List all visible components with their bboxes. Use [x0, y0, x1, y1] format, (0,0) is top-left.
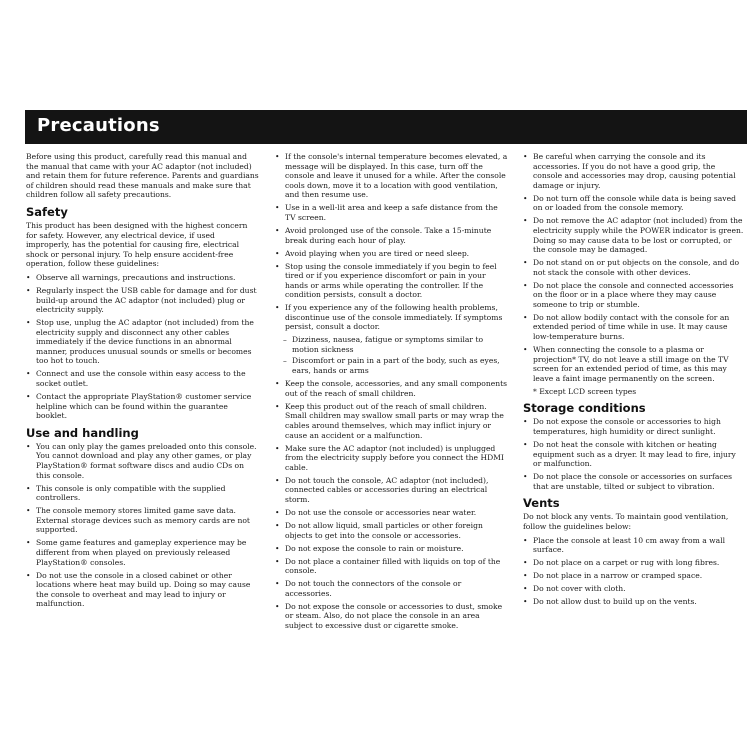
- bullet-icon: •: [523, 152, 528, 161]
- list-item-text: Do not allow bodily contact with the console for an extended period of time while in use. It may cause low-temperature burns.: [533, 312, 730, 342]
- bullet-icon: •: [523, 258, 528, 268]
- vents-heading: Vents: [523, 496, 560, 511]
- list-item-text: Do not place in a narrow or cramped space.: [533, 571, 703, 581]
- list-item: [275, 379, 508, 398]
- list-item: [523, 571, 745, 581]
- list-item-text: Dizziness, nausea, fatigue or symptoms similar to motion sickness: [292, 335, 484, 355]
- bullet-icon: •: [275, 401, 280, 411]
- list-item-text: Avoid playing when you are tired or need sleep.: [285, 248, 470, 258]
- list-item: [523, 472, 745, 491]
- list-item: [283, 356, 508, 375]
- bullet-icon: •: [275, 556, 280, 566]
- list-item: [26, 484, 259, 503]
- bullet-icon: •: [275, 225, 280, 235]
- bullet-icon: •: [523, 571, 528, 581]
- list-item: [26, 506, 259, 535]
- list-item: [26, 538, 259, 567]
- list-item: [523, 584, 745, 594]
- vents-paragraph: Do not block any vents. To maintain good ventilation, follow the guidelines below:: [523, 512, 729, 531]
- column-3: [523, 152, 745, 610]
- list-item-text: Do not expose the console or accessories to dust, smoke or steam. Also, do not place the console in an area subject to excessive dust or cigarette smoke.: [285, 601, 503, 630]
- list-item: [275, 402, 508, 440]
- list-item: [275, 262, 508, 300]
- list-item-text: Use in a well-lit area and keep a safe distance from the TV screen.: [285, 203, 498, 222]
- list-item: [523, 258, 745, 277]
- bullet-icon: •: [26, 369, 31, 379]
- list-item: [275, 444, 508, 473]
- list-item: [523, 558, 745, 568]
- list-item: [283, 335, 508, 354]
- bullet-icon: •: [26, 392, 31, 402]
- list-item-text: When connecting the console to a plasma or projection* TV, do not leave a still image on the TV screen for an extended period of time, as this may leave a faint image permanently on the screen.: [533, 345, 729, 383]
- safety-list: [26, 273, 259, 421]
- bullet-icon: •: [275, 520, 280, 530]
- bullet-icon: •: [26, 318, 31, 328]
- bullet-icon: •: [523, 558, 528, 568]
- bullet-icon: •: [275, 579, 280, 589]
- dash-icon: –: [283, 335, 287, 345]
- bullet-icon: •: [26, 272, 31, 282]
- list-item-text: Stop use, unplug the AC adaptor (not included) from the electricity supply and disconnect any other cables immediately if the device functions in an abnormal manner, produces unusual sounds or smells or becomes too hot to touch.: [36, 318, 254, 366]
- list-item: [523, 345, 745, 383]
- list-item-text: Do not remove the AC adaptor (not included) from the electricity supply while the POWER indicator is green. Doing so may cause data to be lost or corrupted, or the console may be damaged.: [533, 216, 744, 255]
- list-item: [275, 476, 508, 505]
- list-item: [523, 281, 745, 310]
- list-item: [523, 536, 745, 555]
- list-item: [275, 579, 508, 598]
- list-item: [523, 194, 745, 213]
- list-item: [275, 521, 508, 540]
- bullet-icon: •: [523, 439, 528, 449]
- handling-list-more: [275, 379, 508, 630]
- list-item-text: Do not place on a carpet or rug with long fibres.: [533, 558, 720, 568]
- bullet-icon: •: [523, 535, 528, 545]
- bullet-icon: •: [523, 312, 528, 322]
- handling-list-continued: [275, 152, 508, 332]
- bullet-icon: •: [523, 472, 528, 482]
- storage-list: [523, 417, 745, 491]
- list-item: [26, 392, 259, 421]
- safety-paragraph: This product has been designed with the highest concern for safety. However, any electrical device, if used improperly, has the potential for causing fire, electrical shock or personal injury. To help ensure accident-free operation, follow these guidelines:: [26, 220, 248, 269]
- bullet-icon: •: [26, 441, 31, 451]
- bullet-icon: •: [523, 193, 528, 203]
- list-item: [275, 249, 508, 259]
- handling-heading: Use and handling: [26, 425, 139, 440]
- list-item: [523, 597, 745, 607]
- list-item-text: Do not cover with cloth.: [533, 584, 626, 594]
- list-item-text: Do not use the console in a closed cabinet or other locations where heat may build up. Doing so may cause the console to overheat and may lead to injury or malfunction.: [36, 570, 251, 609]
- list-item: [275, 508, 508, 518]
- list-item: [275, 544, 508, 554]
- list-item-text: Contact the appropriate PlayStation® customer service helpline which can be found within the guarantee booklet.: [36, 392, 252, 421]
- bullet-icon: •: [523, 584, 528, 594]
- column-1: [26, 152, 259, 612]
- bullet-icon: •: [523, 280, 528, 290]
- list-item-text: If the console's internal temperature becomes elevated, a message will be displayed. In this case, turn off the console and leave it unused for a while. After the console cools down, move it to a location with good ventilation, and then resume use.: [285, 152, 508, 200]
- safety-heading: Safety: [26, 204, 68, 219]
- bullet-icon: •: [275, 443, 280, 453]
- bullet-icon: •: [275, 601, 280, 611]
- symptom-list: [283, 335, 508, 375]
- bullet-icon: •: [26, 285, 31, 295]
- bullet-icon: •: [275, 261, 280, 271]
- list-item-text: Do not heat the console with kitchen or heating equipment such as a dryer. It may lead to fire, injury or malfunction.: [533, 439, 736, 469]
- list-item-text: Discomfort or pain in a part of the body, such as eyes, ears, hands or arms: [292, 356, 500, 375]
- list-item: [523, 440, 745, 469]
- bullet-icon: •: [275, 152, 280, 161]
- list-item-text: Do not touch the connectors of the console or accessories.: [285, 579, 462, 598]
- list-item-text: Do not allow dust to build up on the vents.: [533, 597, 697, 607]
- list-item-text: Be careful when carrying the console and its accessories. If you do not have a good grip, the console and accessories may drop, causing potential damage or injury.: [533, 152, 736, 190]
- list-item-text: Keep the console, accessories, and any small components out of the reach of small children.: [285, 379, 508, 398]
- page-title: Precautions: [37, 115, 160, 136]
- bullet-icon: •: [275, 303, 280, 313]
- handling-list-final: [523, 152, 745, 383]
- dash-icon: –: [283, 356, 287, 366]
- list-item: [275, 602, 508, 631]
- bullet-icon: •: [523, 216, 528, 226]
- list-item: [275, 557, 508, 576]
- bullet-icon: •: [523, 345, 528, 355]
- list-item-text: Avoid prolonged use of the console. Take a 15-minute break during each hour of play.: [285, 225, 492, 245]
- bullet-icon: •: [275, 379, 280, 389]
- intro-paragraph: Before using this product, carefully read this manual and the manual that came with your AC adaptor (not included) and retain them for future reference. Parents and guardians of children should read these manuals and make sure that children follow all safety precautions.: [26, 152, 259, 200]
- list-item-text: Stop using the console immediately if you begin to feel tired or if you experience discomfort or pain in your hands or arms while operating the controller. If the condition persists, consult a doctor.: [285, 261, 497, 300]
- list-item: [26, 273, 259, 283]
- list-item: [26, 571, 259, 609]
- list-item-text: Do not turn off the console while data is being saved on or loaded from the console memory.: [533, 193, 736, 213]
- list-item: [523, 216, 745, 254]
- list-item-text: Do not touch the console, AC adaptor (not included), connected cables or accessories during an electrical storm.: [285, 475, 489, 505]
- list-item-text: Do not allow liquid, small particles or other foreign objects to get into the console or accessories.: [285, 520, 483, 540]
- list-item: [26, 318, 259, 366]
- list-item-text: Place the console at least 10 cm away from a wall surface.: [533, 535, 726, 555]
- list-item-text: You can only play the games preloaded onto this console. You cannot download and play any other games, or play PlayStation® format software discs and audio CDs on this console.: [36, 441, 257, 480]
- bullet-icon: •: [523, 417, 528, 427]
- list-item: [523, 152, 745, 190]
- bullet-icon: •: [26, 538, 31, 548]
- column-2: [275, 152, 508, 634]
- list-item-text: Do not stand on or put objects on the console, and do not stack the console with other devices.: [533, 258, 740, 277]
- list-item-text: The console memory stores limited game save data. External storage devices such as memory cards are not supported.: [36, 506, 250, 535]
- list-item-text: Some game features and gameplay experience may be different from when played on previously released PlayStation® consoles.: [36, 538, 247, 567]
- bullet-icon: •: [275, 508, 280, 517]
- vents-list: [523, 536, 745, 607]
- list-item-text: Keep this product out of the reach of small children. Small children may swallow small parts or may wrap the cables around themselves, which may inflict injury or cause an accident or a malfunction.: [285, 401, 504, 440]
- bullet-icon: •: [523, 597, 528, 607]
- list-item: [26, 286, 259, 315]
- list-item-text: Do not place the console or accessories on surfaces that are unstable, tilted or subject to vibration.: [533, 472, 732, 491]
- list-item-text: Regularly inspect the USB cable for damage and for dust build-up around the AC adaptor (not included) plug or electricity supply.: [36, 285, 257, 315]
- handling-list: [26, 442, 259, 609]
- list-item-text: Do not expose the console or accessories to high temperatures, high humidity or direct sunlight.: [533, 417, 721, 436]
- bullet-icon: •: [26, 483, 31, 493]
- storage-heading: Storage conditions: [523, 401, 646, 416]
- bullet-icon: •: [275, 475, 280, 485]
- list-item-text: Connect and use the console within easy access to the socket outlet.: [36, 369, 246, 389]
- bullet-icon: •: [275, 248, 280, 258]
- list-item-text: Do not place the console and connected accessories on the floor or in a place where they may cause someone to trip or stumble.: [533, 280, 734, 309]
- list-item: [26, 369, 259, 388]
- list-item: [275, 152, 508, 200]
- list-item: [275, 226, 508, 245]
- title-bar: [25, 110, 747, 144]
- list-item: [26, 442, 259, 480]
- list-item: [275, 203, 508, 222]
- footnote: * Except LCD screen types: [533, 386, 637, 396]
- bullet-icon: •: [26, 506, 31, 516]
- bullet-icon: •: [275, 543, 280, 553]
- list-item-text: Make sure the AC adaptor (not included) is unplugged from the electricity supply before you connect the HDMI cable.: [285, 443, 504, 472]
- list-item-text: This console is only compatible with the supplied controllers.: [36, 483, 226, 503]
- list-item-text: Observe all warnings, precautions and instructions.: [36, 272, 236, 282]
- list-item-text: Do not place a container filled with liquids on top of the console.: [285, 556, 501, 576]
- list-item: [275, 303, 508, 332]
- list-item-text: Do not expose the console to rain or moisture.: [285, 543, 464, 553]
- bullet-icon: •: [275, 203, 280, 213]
- list-item-text: Do not use the console or accessories near water.: [285, 508, 477, 517]
- list-item-text: If you experience any of the following health problems, discontinue use of the console immediately. If symptoms persist, consult a doctor.: [285, 303, 503, 332]
- list-item: [523, 417, 745, 436]
- list-item: [523, 313, 745, 342]
- bullet-icon: •: [26, 570, 31, 580]
